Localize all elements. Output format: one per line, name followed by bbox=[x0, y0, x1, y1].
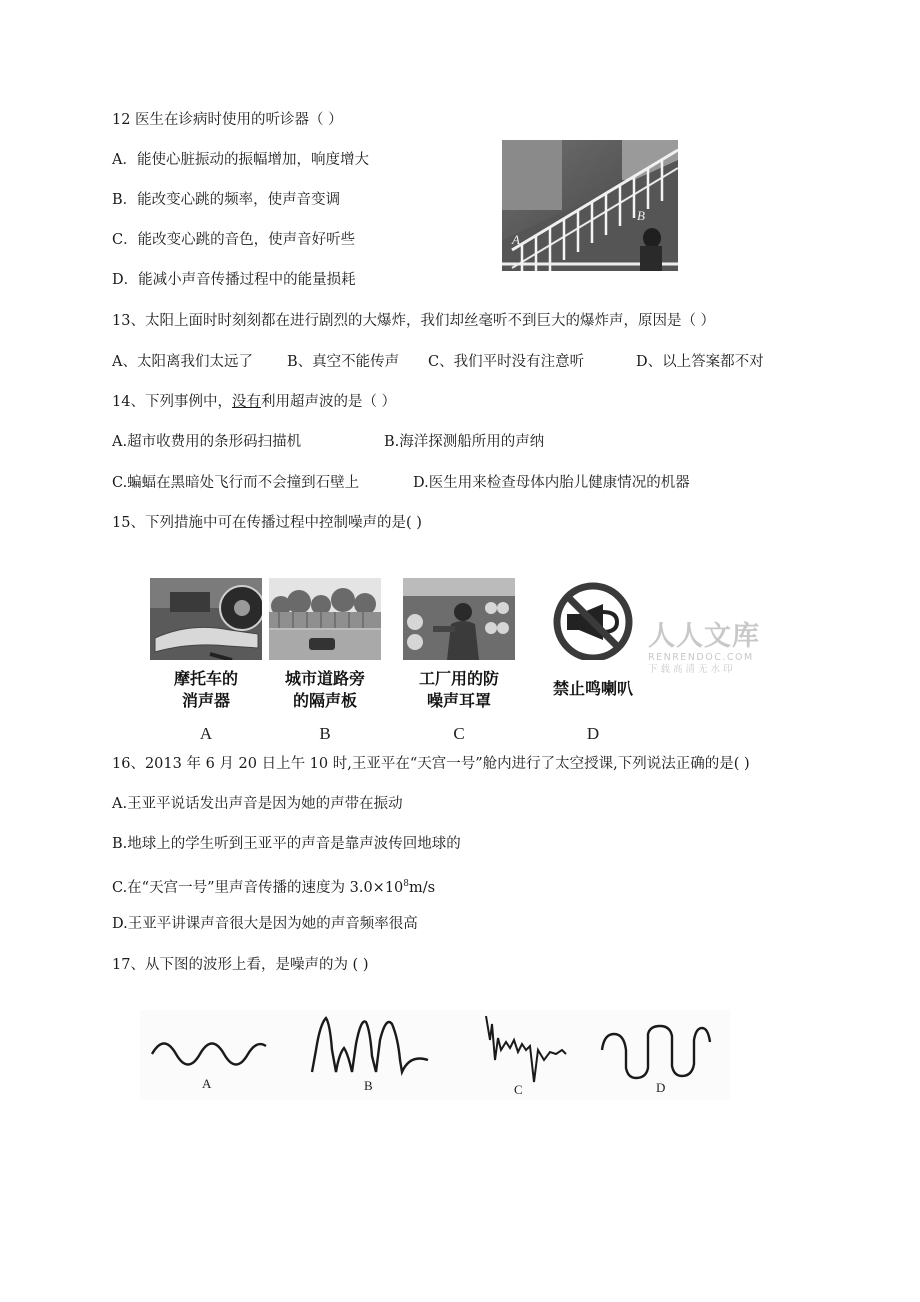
panel-b-letter: B bbox=[319, 724, 331, 743]
q12-option-c: C．能改变心跳的音色，使声音好听些 bbox=[112, 232, 356, 248]
road-sound-barrier-photo bbox=[269, 578, 381, 660]
staircase-photo bbox=[502, 140, 678, 271]
q14-option-c: C.蝙蝠在黑暗处飞行而不会撞到石壁上 bbox=[112, 475, 360, 491]
watermark bbox=[648, 622, 760, 676]
panel-d-caption bbox=[537, 678, 649, 700]
q16-option-a: A.王亚平说话发出声音是因为她的声带在振动 bbox=[112, 796, 403, 812]
q16-option-c bbox=[112, 874, 435, 898]
waveform-label-d: D bbox=[656, 1080, 666, 1095]
panel-a-caption bbox=[150, 668, 262, 712]
q16-option-d: D.王亚平讲课声音很大是因为她的声音频率很高 bbox=[112, 916, 418, 932]
q14-stem bbox=[112, 392, 396, 412]
photo-label-a: A bbox=[512, 232, 520, 247]
q13-option-d: D、以上答案都不对 bbox=[636, 354, 764, 370]
q17-stem: 17、从下图的波形上看，是噪声的为 ( ) bbox=[112, 957, 369, 973]
panel-b-caption-2: 的隔声板 bbox=[292, 691, 357, 710]
waveform-label-c: C bbox=[514, 1082, 523, 1097]
panel-d bbox=[537, 578, 649, 748]
waveforms bbox=[140, 1010, 730, 1100]
panel-d-caption-1: 禁止鸣喇叭 bbox=[552, 679, 633, 698]
panel-b bbox=[269, 578, 381, 748]
q14-stem-post: 利用超声波的是（ ） bbox=[260, 394, 397, 410]
motorcycle-muffler-photo bbox=[150, 578, 262, 660]
q14-stem-underline: 没有 bbox=[231, 394, 261, 410]
watermark-domain: RENRENDOC.COM bbox=[648, 652, 754, 663]
q16-option-c-pre: C.在“天宫一号”里声音传播的速度为 3.0×10 bbox=[112, 879, 404, 896]
q12-option-a: A．能使心脏振动的振幅增加，响度增大 bbox=[112, 152, 369, 168]
panel-a-caption-1: 摩托车的 bbox=[173, 669, 238, 688]
q14-option-b: B.海洋探测船所用的声纳 bbox=[384, 434, 545, 450]
panel-c-caption bbox=[403, 668, 515, 712]
waveform-figure bbox=[140, 1010, 730, 1100]
staircase-illustration bbox=[502, 140, 678, 271]
noise-control-figure bbox=[146, 578, 666, 748]
watermark-note: 下载高清无水印 bbox=[648, 664, 736, 675]
panel-a-letter: A bbox=[199, 724, 213, 743]
panel-c-caption-2: 噪声耳罩 bbox=[426, 691, 491, 710]
no-horn-sign bbox=[537, 578, 649, 660]
q14-option-d: D.医生用来检查母体内胎儿健康情况的机器 bbox=[413, 475, 690, 491]
factory-earmuff-photo bbox=[403, 578, 515, 660]
panel-a bbox=[150, 578, 262, 748]
q12-option-d: D．能减小声音传播过程中的能量损耗 bbox=[112, 272, 356, 288]
panel-c bbox=[403, 578, 515, 748]
q12-stem: 12 医生在诊病时使用的听诊器（ ） bbox=[112, 112, 343, 128]
q14-stem-pre: 14、下列事例中， bbox=[112, 394, 232, 410]
q16-option-c-unit: m/s bbox=[409, 879, 436, 896]
panel-c-letter: C bbox=[453, 724, 465, 743]
photo-label-b: B bbox=[637, 208, 645, 223]
q13-option-b: B、真空不能传声 bbox=[287, 354, 400, 370]
watermark-title: 人人文库 bbox=[648, 621, 760, 652]
waveform-label-a: A bbox=[202, 1076, 212, 1091]
q13-option-c: C、我们平时没有注意听 bbox=[428, 354, 585, 370]
q14-option-a: A.超市收费用的条形码扫描机 bbox=[112, 434, 302, 450]
q16-option-b: B.地球上的学生听到王亚平的声音是靠声波传回地球的 bbox=[112, 836, 461, 852]
panel-b-caption bbox=[269, 668, 381, 712]
panel-a-caption-2: 消声器 bbox=[181, 691, 230, 710]
q12-option-b: B．能改变心跳的频率，使声音变调 bbox=[112, 192, 341, 208]
panel-c-caption-1: 工厂用的防 bbox=[418, 669, 499, 688]
panel-d-letter: D bbox=[586, 724, 600, 743]
q15-stem: 15、下列措施中可在传播过程中控制噪声的是( ) bbox=[112, 515, 422, 531]
q16-stem: 16、2013 年 6 月 20 日上午 10 时,王亚平在“天宫一号”舱内进行了太空授课,下列说法正确的是( ) bbox=[112, 756, 750, 772]
q13-stem: 13、太阳上面时时刻刻都在进行剧烈的大爆炸，我们却丝毫听不到巨大的爆炸声，原因是（ ） bbox=[112, 313, 716, 329]
q16-option-c-exponent: 8 bbox=[403, 879, 410, 889]
q13-option-a: A、太阳离我们太远了 bbox=[112, 354, 253, 370]
panel-b-caption-1: 城市道路旁 bbox=[284, 669, 365, 688]
waveform-label-b: B bbox=[364, 1078, 373, 1093]
